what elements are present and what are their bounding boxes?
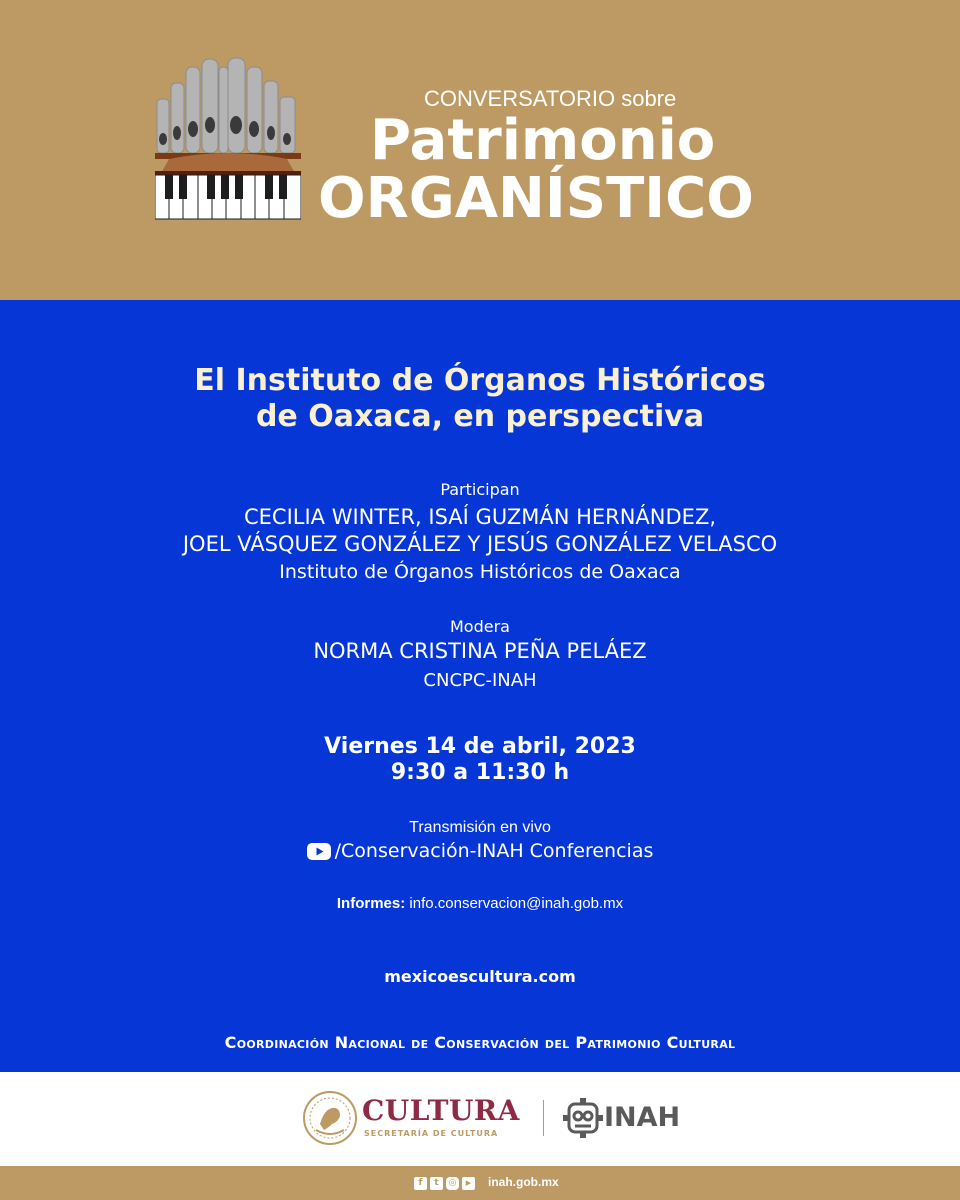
- secretaria-logo-text: SECRETARÍA DE CULTURA: [364, 1129, 499, 1138]
- series-title-line2: ORGANÍSTICO: [318, 166, 754, 231]
- moderator-label: Modera: [450, 617, 510, 636]
- facebook-icon[interactable]: f: [414, 1177, 427, 1190]
- participants-names-line1: CECILIA WINTER, ISAÍ GUZMÁN HERNÁNDEZ,: [243, 505, 717, 529]
- contact-email[interactable]: info.conservacion@inah.gob.mx: [409, 895, 624, 912]
- broadcast-label: Transmisión en vivo: [409, 819, 551, 836]
- event-title-line2: de Oaxaca, en perspectiva: [255, 399, 705, 434]
- footer-band: [0, 1166, 960, 1200]
- contact-label: Informes:: [336, 895, 406, 912]
- youtube-icon: [307, 843, 331, 860]
- contact-line: [0, 895, 960, 912]
- series-title-line1: Patrimonio: [370, 108, 716, 173]
- coordination-name: Coordinación Nacional de Conservación del Patrimonio Cultural: [224, 1033, 736, 1052]
- mexico-seal-icon: [302, 1090, 358, 1146]
- content-band: [0, 300, 960, 1072]
- header-band: [0, 0, 960, 300]
- website-link[interactable]: mexicoescultura.com: [384, 967, 576, 986]
- pipe-organ-icon: [155, 55, 301, 220]
- inah-emblem-icon: [563, 1098, 603, 1138]
- event-date: Viernes 14 de abril, 2023: [324, 734, 636, 759]
- event-title-line1: El Instituto de Órganos Históricos: [194, 363, 766, 398]
- event-time: 9:30 a 11:30 h: [390, 760, 570, 785]
- logo-divider: [543, 1100, 544, 1136]
- participants-institution: Instituto de Órganos Históricos de Oaxaca: [279, 561, 681, 583]
- instagram-icon[interactable]: ◎: [446, 1177, 459, 1190]
- participants-names-line2: JOEL VÁSQUEZ GONZÁLEZ Y JESÚS GONZÁLEZ VELASCO: [182, 532, 778, 556]
- logo-band: [0, 1072, 960, 1166]
- broadcast-channel: /Conservación-INAH Conferencias: [334, 840, 654, 862]
- inah-logo-text: INAH: [604, 1102, 681, 1133]
- social-icons: [414, 1176, 475, 1190]
- footer-website-link[interactable]: inah.gob.mx: [488, 1175, 559, 1189]
- youtube-small-icon[interactable]: ▶: [462, 1177, 475, 1190]
- event-type-kicker: CONVERSATORIO sobre: [424, 86, 677, 111]
- moderator-name: NORMA CRISTINA PEÑA PELÁEZ: [313, 639, 647, 663]
- cultura-logo-text: CULTURA: [362, 1094, 520, 1127]
- twitter-icon[interactable]: t: [430, 1177, 443, 1190]
- moderator-institution: CNCPC-INAH: [423, 670, 537, 691]
- broadcast-channel-link[interactable]: [0, 840, 960, 862]
- participants-label: Participan: [440, 480, 520, 499]
